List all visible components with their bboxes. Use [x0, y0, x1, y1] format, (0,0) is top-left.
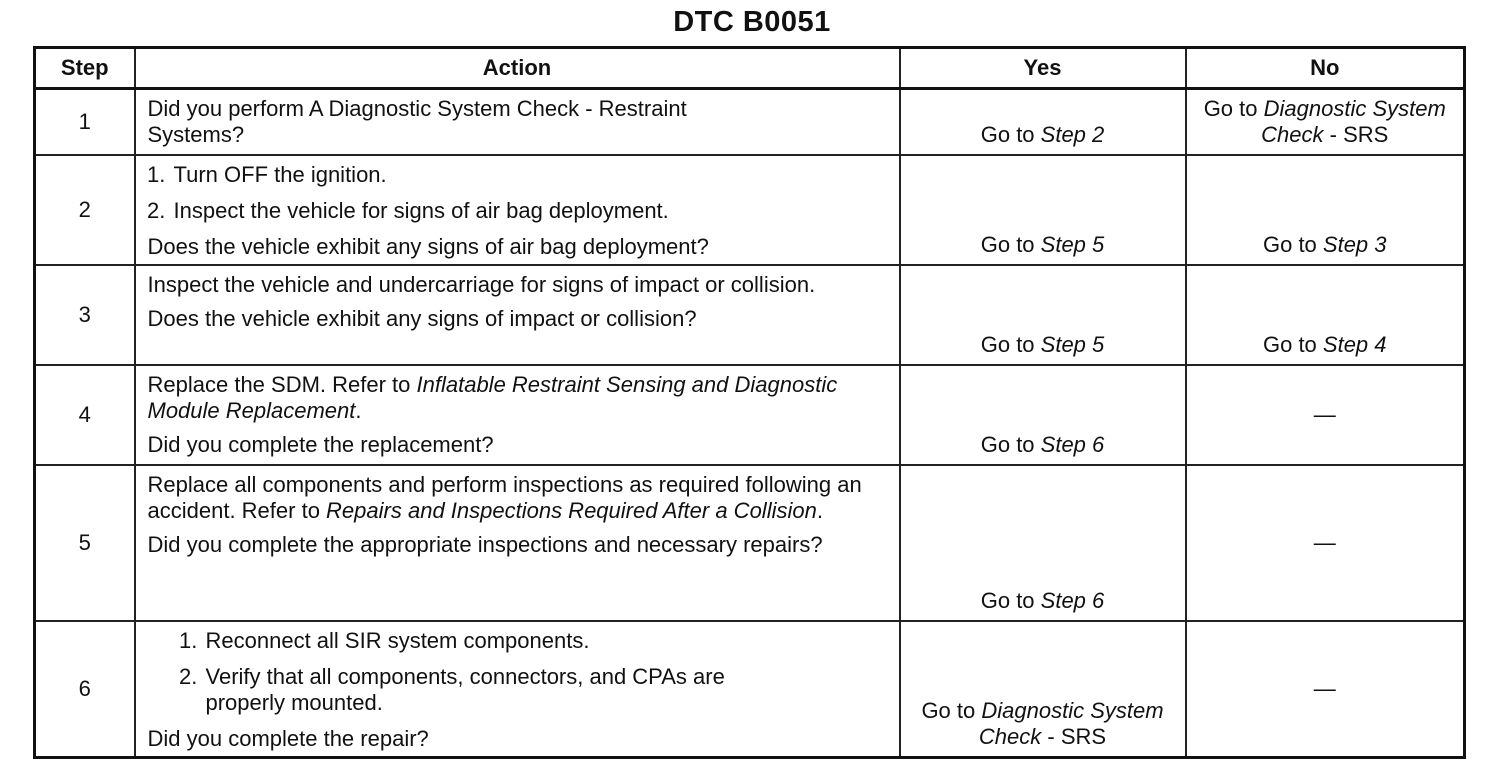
action-text: Did you perform A Diagnostic System Check - Restraint Systems? [147, 96, 687, 147]
list-item: 1. Reconnect all SIR system components. [204, 628, 889, 654]
yes-link: Step 6 [1040, 431, 1105, 457]
step-number: 3 [35, 265, 135, 365]
table-row [35, 365, 1465, 465]
yes-prefix: Go to [980, 121, 1041, 147]
action-question: Did you complete the replacement? [147, 431, 494, 457]
action-text-prefix: Replace the SDM. Refer to [147, 371, 417, 397]
action-cell [135, 465, 900, 621]
action-question: Did you complete the repair? [147, 725, 429, 751]
no-link: Step 4 [1322, 331, 1387, 357]
no-cell: — [1186, 465, 1465, 621]
yes-link: Diagnostic System Check [978, 697, 1164, 749]
header-step: Step [35, 48, 135, 89]
action-text [148, 372, 848, 424]
table-row [35, 155, 1465, 265]
no-cell: — [1186, 365, 1465, 465]
step-number: 2 [35, 155, 135, 265]
action-cell [135, 365, 900, 465]
yes-prefix: Go to [980, 587, 1041, 613]
action-text-prefix: Replace all components and perform inspections as required following an accident. Refer to [147, 471, 862, 523]
yes-prefix: Go to [980, 231, 1041, 257]
step-number: 4 [35, 365, 135, 465]
table-row [35, 89, 1465, 155]
no-link: Step 3 [1322, 231, 1387, 257]
action-text-suffix: . [816, 497, 823, 523]
action-text-suffix: . [355, 397, 362, 423]
yes-link: Step 2 [1040, 121, 1105, 147]
yes-cell [900, 89, 1186, 155]
step-number: 6 [35, 621, 135, 758]
header-no: No [1186, 48, 1465, 89]
no-cell: — [1186, 621, 1465, 758]
yes-link: Step 5 [1040, 331, 1105, 357]
no-prefix: Go to [1262, 231, 1323, 257]
action-cell [135, 621, 900, 758]
no-link: Diagnostic System Check [1261, 95, 1446, 147]
yes-cell [900, 465, 1186, 621]
action-cell [135, 265, 900, 365]
diagnostic-table [33, 46, 1466, 759]
yes-cell [900, 365, 1186, 465]
action-cell [135, 155, 900, 265]
action-text: Inspect the vehicle and undercarriage for signs of impact or collision. [147, 271, 816, 297]
table-row [35, 621, 1465, 758]
yes-prefix: Go to [980, 431, 1041, 457]
table-row [35, 265, 1465, 365]
page-title: DTC B0051 [673, 6, 831, 38]
yes-suffix: - SRS [1041, 723, 1107, 749]
yes-link: Step 6 [1040, 587, 1105, 613]
action-steps-list [148, 628, 889, 716]
no-prefix: Go to [1262, 331, 1323, 357]
yes-cell [900, 155, 1186, 265]
yes-prefix: Go to [980, 331, 1041, 357]
reference-link: Repairs and Inspections Required After a Collision [326, 497, 817, 523]
no-cell [1186, 155, 1465, 265]
action-steps-list [148, 162, 889, 224]
yes-link: Step 5 [1040, 231, 1105, 257]
no-prefix: Go to [1203, 95, 1264, 121]
header-yes: Yes [900, 48, 1186, 89]
list-item: 2. Inspect the vehicle for signs of air bag deployment. [172, 198, 889, 224]
action-text [148, 472, 888, 524]
table-header-row [35, 48, 1465, 89]
action-question: Does the vehicle exhibit any signs of air bag deployment? [147, 233, 709, 259]
no-cell [1186, 89, 1465, 155]
no-cell [1186, 265, 1465, 365]
header-action: Action [135, 48, 900, 89]
step-number: 1 [35, 89, 135, 155]
table-row [35, 465, 1465, 621]
list-item: 2. Verify that all components, connectors, and CPAs are properly mounted. [204, 664, 806, 716]
no-suffix: - SRS [1323, 121, 1389, 147]
step-number: 5 [35, 465, 135, 621]
reference-link: Inflatable Restraint Sensing and Diagnostic Module Replacement [147, 371, 838, 423]
yes-cell [900, 621, 1186, 758]
action-question: Did you complete the appropriate inspections and necessary repairs? [147, 531, 823, 557]
action-question: Does the vehicle exhibit any signs of impact or collision? [147, 305, 697, 331]
list-item: 1. Turn OFF the ignition. [172, 162, 889, 188]
yes-cell [900, 265, 1186, 365]
yes-prefix: Go to [921, 697, 982, 723]
action-cell [135, 89, 900, 155]
